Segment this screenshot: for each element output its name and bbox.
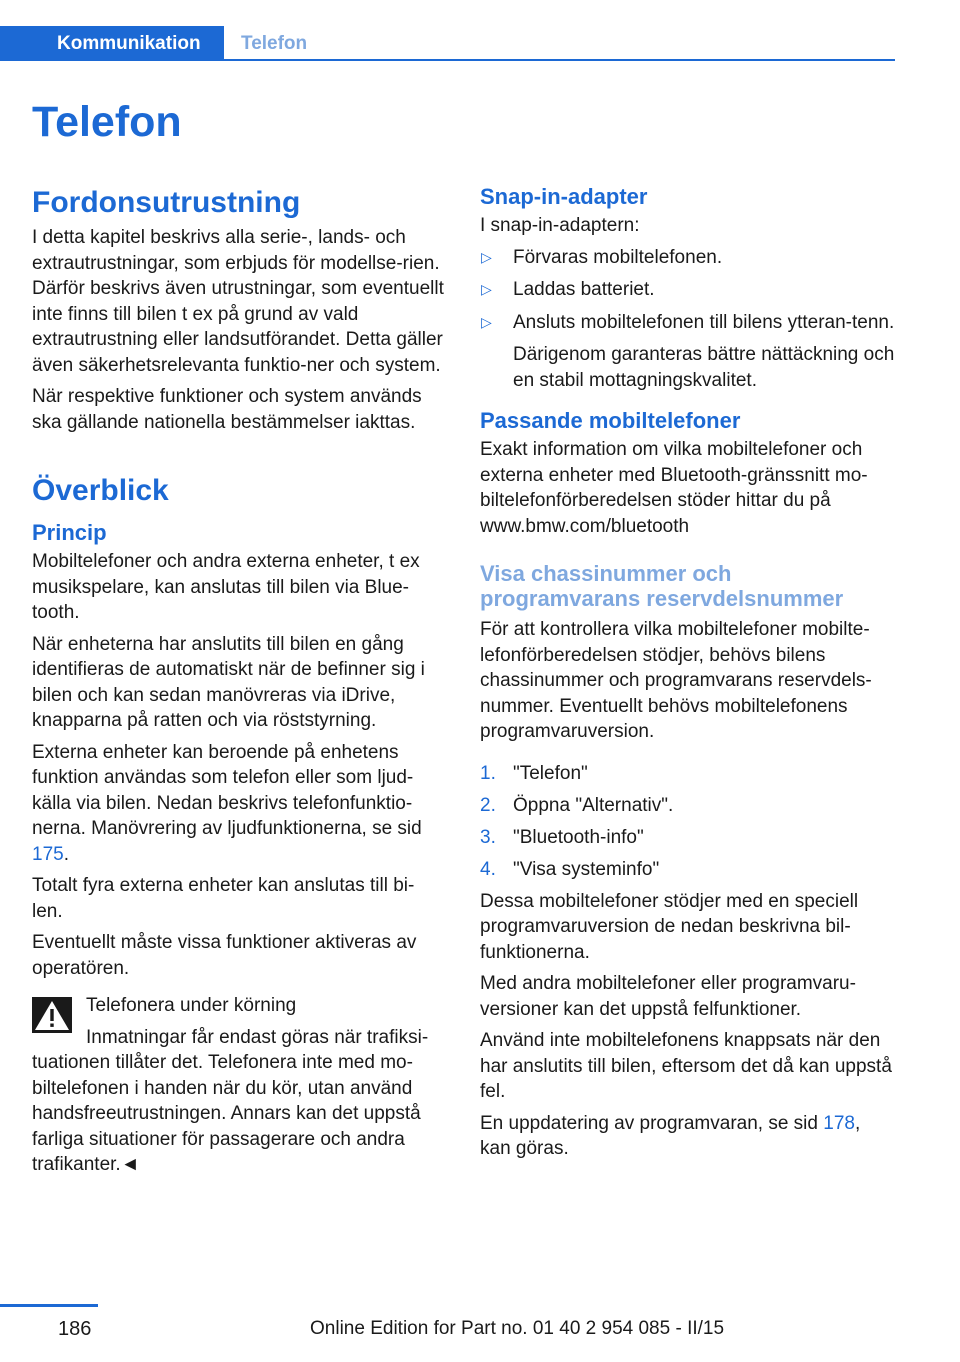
heading-fordonsutrustning: Fordonsutrustning	[32, 186, 301, 219]
page-title: Telefon	[32, 98, 182, 146]
heading-visa-chassinummer: Visa chassinummer och programvarans reservdelsnummer	[480, 561, 844, 611]
paragraph: Mobiltelefoner och andra externa enheter, t ex musikspelare, kan anslutas till bilen via Blue-tooth.	[32, 551, 420, 623]
triangle-bullet-icon: ▷	[481, 313, 492, 330]
warning-triangle-icon	[32, 997, 72, 1033]
heading-overblick: Överblick	[32, 474, 169, 507]
paragraph: När enheterna har anslutits till bilen en gång identifieras de automatiskt när de befinner sig i bilen och kan sedan manövreras via iDrive, knapparna på ratten och via röststyrning.	[32, 633, 425, 731]
page-link-178[interactable]: 178	[823, 1112, 855, 1134]
triangle-bullet-icon: ▷	[481, 281, 492, 297]
header-tabs	[0, 26, 895, 62]
list-item: 3. "Bluetooth-info"	[480, 826, 644, 848]
heading-snap-in-adapter: Snap-in-adapter	[480, 184, 648, 209]
page-link-175[interactable]: 175	[32, 843, 64, 865]
list-item: ▷ Ansluts mobiltelefonen till bilens ytteran-tenn. Därigenom garanteras bättre nättäckning och en stabil mottagningskvalitet.	[480, 310, 896, 394]
heading-princip: Princip	[32, 520, 107, 545]
triangle-bullet-icon: ▷	[481, 248, 492, 265]
warning-title: Telefonera under körning	[86, 995, 297, 1016]
footer-rule	[0, 1304, 98, 1307]
warning-box	[32, 993, 444, 1178]
list-item: 2. Öppna "Alternativ".	[480, 794, 674, 816]
list-item: ▷ Förvaras mobiltelefonen.	[480, 245, 896, 271]
list-item: 1. "Telefon"	[480, 762, 588, 784]
paragraph: Exakt information om vilka mobiltelefoner och externa enheter med Bluetooth-gränssnitt mo-biltelefonförberedelsen stöder hittar du på www.bmw.com/bluetooth	[480, 439, 868, 537]
paragraph: I snap-in-adaptern:	[480, 215, 640, 236]
left-column	[32, 185, 444, 1178]
warning-text: tuationen tillåter det. Telefonera inte med mo-biltelefonen i handen när du kör, utan använd handsfreeutrustningen. Annars kan det uppstå farliga situationer för passagerare och andra trafikanter.◄	[32, 1052, 421, 1175]
paragraph: Externa enheter kan beroende på enhetens funktion användas som telefon eller som ljud-källa via bilen. Nedan beskrivs telefonfunktio-nerna. Manövrering av ljudfunktionerna, se sid 175.	[32, 741, 422, 865]
paragraph: Med andra mobiltelefoner eller programvaru-versioner kan det uppstå felfunktioner.	[480, 973, 856, 1020]
page-number: 186	[58, 1318, 92, 1340]
paragraph: I detta kapitel beskrivs alla serie-, lands- och extrautrustningar, som erbjuds för modellse-rien. Därför beskrivs även utrustningar, som eventuellt inte finns till bilen t ex på grund av vald extrautrustning eller landsutförandet. Detta gäller även säkerhetsrelevanta funktio-ner och system.	[32, 227, 444, 376]
list-item: ▷ Laddas batteriet.	[480, 277, 896, 303]
paragraph: Totalt fyra externa enheter kan anslutas till bi-len.	[32, 875, 415, 922]
right-column	[480, 183, 896, 1168]
list-item-subtext: Därigenom garanteras bättre nättäckning och en stabil mottagningskvalitet.	[513, 344, 895, 391]
paragraph: För att kontrollera vilka mobiltelefoner mobilte-lefonförberedelsen stödjer, behövs bilens chassinummer och programvarans reservdels-nummer. Eventuellt behövs mobiltelefonens programvaruversion.	[480, 619, 872, 742]
edition-text: Online Edition for Part no. 01 40 2 954 085 - II/15	[310, 1318, 725, 1339]
list-item: 4. "Visa systeminfo"	[480, 858, 660, 880]
paragraph: När respektive funktioner och system används ska gällande nationella bestämmelser iakttas.	[32, 386, 422, 433]
paragraph: Eventuellt måste vissa funktioner aktiveras av operatören.	[32, 932, 417, 979]
tab-kommunikation[interactable]: Kommunikation	[0, 26, 224, 61]
header-rule	[0, 59, 895, 61]
tab-telefon[interactable]: Telefon	[241, 33, 308, 54]
paragraph: En uppdatering av programvaran, se sid 178, kan göras.	[480, 1112, 861, 1159]
bullet-list	[480, 245, 896, 394]
paragraph: Dessa mobiltelefoner stödjer med en speciell programvaruversion de nedan beskrivna bil-funktionerna.	[480, 890, 859, 963]
heading-passande-mobiltelefoner: Passande mobiltelefoner	[480, 408, 741, 433]
numbered-list	[480, 761, 896, 883]
warning-text-line: Inmatningar får endast göras när trafiksi-	[86, 1026, 429, 1048]
paragraph: Använd inte mobiltelefonens knappsats när den har anslutits till bilen, eftersom det då kan uppstå fel.	[480, 1030, 892, 1102]
